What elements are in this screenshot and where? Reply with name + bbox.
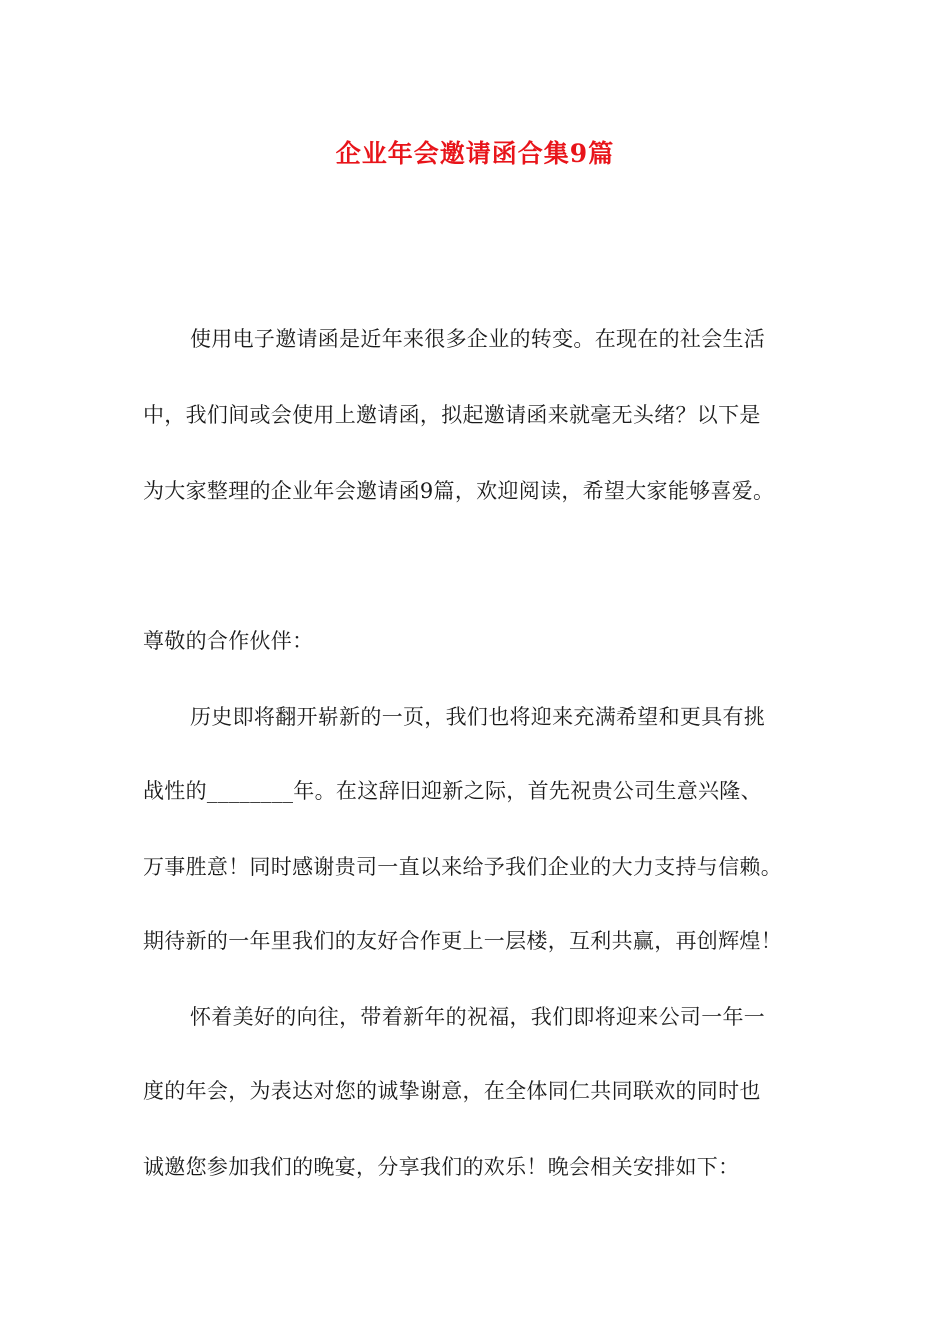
body-line-3: 万事胜意！同时感谢贵司一直以来给予我们企业的大力支持与信赖。 [143, 855, 782, 879]
intro-line-1: 使用电子邀请函是近年来很多企业的转变。在现在的社会生活 [190, 327, 766, 351]
body-line-6: 度的年会，为表达对您的诚挚谢意，在全体同仁共同联欢的同时也 [143, 1079, 761, 1103]
document-title: 企业年会邀请函合集9篇 [335, 139, 615, 168]
intro-line-2: 中，我们间或会使用上邀请函，拟起邀请函来就毫无头绪？以下是 [143, 403, 761, 427]
body-line-5: 怀着美好的向往，带着新年的祝福，我们即将迎来公司一年一 [190, 1005, 766, 1029]
body-line-2: 战性的________年。在这辞旧迎新之际，首先祝贵公司生意兴隆、 [143, 779, 762, 803]
body-line-7: 诚邀您参加我们的晚宴，分享我们的欢乐！晚会相关安排如下： [143, 1155, 740, 1179]
body-line-4: 期待新的一年里我们的友好合作更上一层楼，互利共赢，再创辉煌！ [143, 929, 782, 953]
body-line-1: 历史即将翻开崭新的一页，我们也将迎来充满希望和更具有挑 [190, 705, 766, 729]
intro-line-3: 为大家整理的企业年会邀请函9篇，欢迎阅读，希望大家能够喜爱。 [143, 479, 775, 503]
salutation: 尊敬的合作伙伴： [143, 629, 314, 653]
